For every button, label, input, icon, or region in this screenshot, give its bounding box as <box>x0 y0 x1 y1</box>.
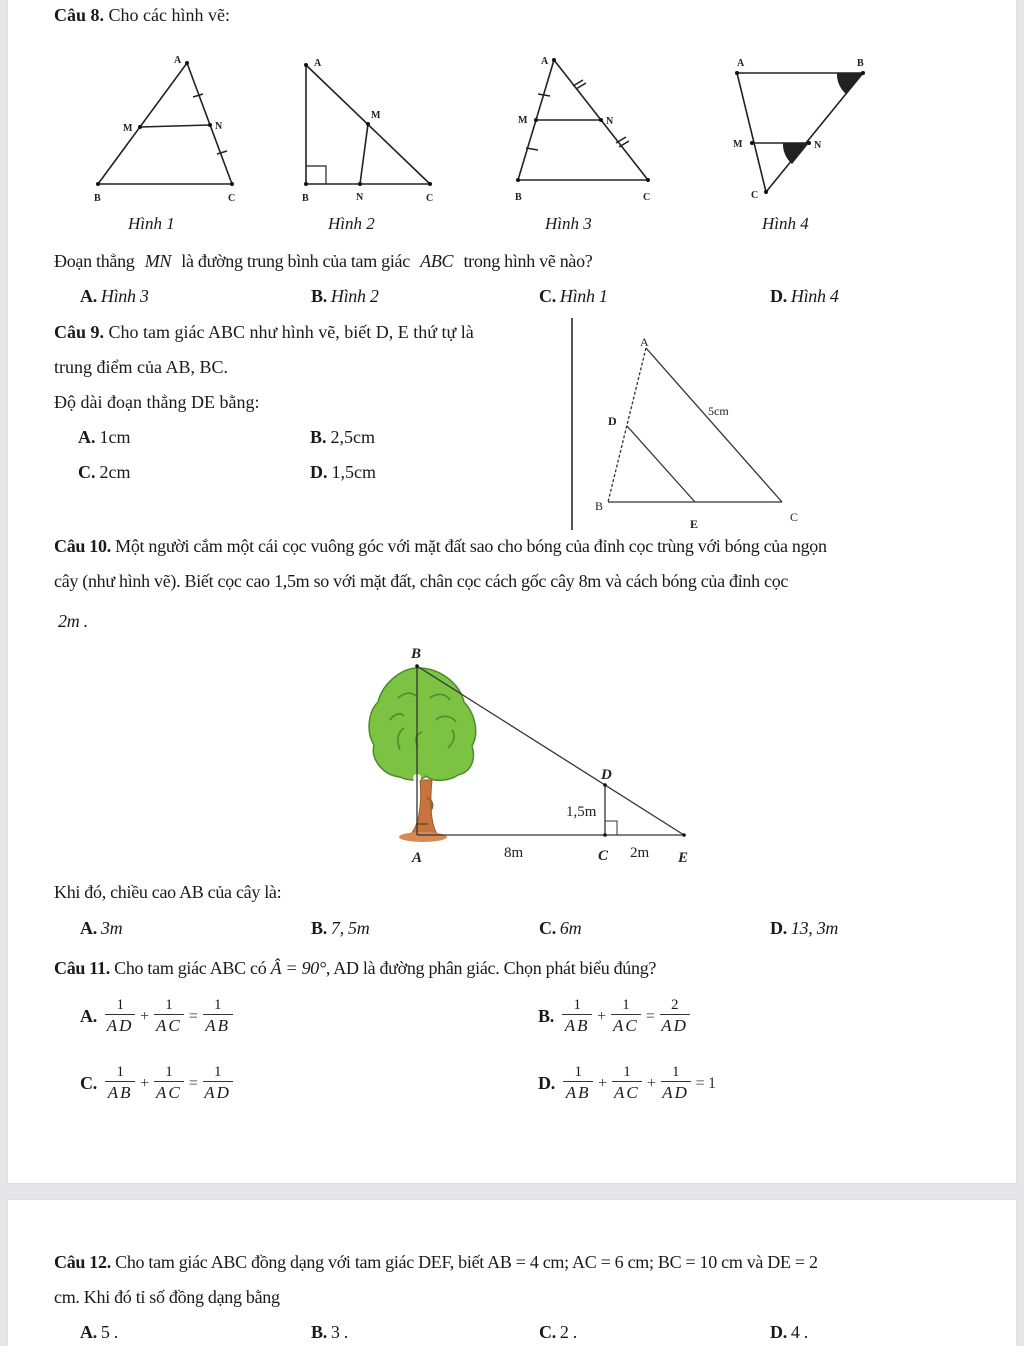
q12-text-line1: Câu 12. Cho tam giác ABC đồng dạng với tam giác DEF, biết AB = 4 cm; AC = 6 cm; BC = 10 cm và DE = 2 <box>54 1252 818 1272</box>
svg-text:B: B <box>515 192 522 202</box>
svg-text:B: B <box>302 193 309 202</box>
svg-text:A: A <box>737 58 745 69</box>
q10-text-line1: Câu 10. Một người cắm một cái cọc vuông góc với mặt đất sao cho bóng của đỉnh cọc trùng với bóng của ngọn <box>54 536 827 556</box>
q8-text: Cho các hình vẽ: <box>108 5 230 25</box>
q11-text: Câu 11. Cho tam giác ABC có Â = 90°, AD là đường phân giác. Chọn phát biểu đúng? <box>54 958 657 978</box>
q8-caption-3: Hình 3 <box>545 214 592 233</box>
svg-text:D: D <box>601 767 612 783</box>
q9-figure <box>590 330 810 535</box>
svg-text:E: E <box>690 517 699 531</box>
svg-text:5cm: 5cm <box>708 404 729 418</box>
q8-option-c[interactable]: C. Hình 1 <box>539 286 608 306</box>
q12-option-d[interactable]: D. 4 . <box>770 1322 809 1342</box>
svg-text:C: C <box>790 510 799 524</box>
q12-text-line2: cm. Khi đó tỉ số đồng dạng bằng <box>54 1287 280 1307</box>
svg-text:A: A <box>640 335 649 349</box>
svg-text:B: B <box>94 193 101 202</box>
q9-option-b[interactable]: B. 2,5cm <box>310 427 376 447</box>
q9-option-d[interactable]: D. 1,5cm <box>310 462 376 482</box>
svg-text:N: N <box>356 192 364 202</box>
q11-option-a[interactable]: A. $\frac{1}{AD}$ + $\frac{1}{AC}$ = $\frac{1}{AB}$ <box>80 996 237 1037</box>
q11-option-d[interactable]: D. $\frac{1}{AB}$ + $\frac{1}{AC}$ + $\frac{1}{AD}$ = 1 <box>538 1064 716 1102</box>
q12-option-b[interactable]: B. 3 . <box>311 1322 349 1342</box>
tree-icon <box>369 668 476 842</box>
svg-text:8m: 8m <box>504 845 524 861</box>
q10-option-c[interactable]: C. 6m <box>539 918 582 938</box>
svg-text:N: N <box>606 116 614 127</box>
q8-figure-2 <box>295 52 445 202</box>
q10-text-line3: 2m . <box>58 611 88 631</box>
svg-text:A: A <box>174 55 182 66</box>
q9-text-line1: Câu 9. Cho tam giác ABC như hình vẽ, biết D, E thứ tự là <box>54 322 474 342</box>
q12-option-c[interactable]: C. 2 . <box>539 1322 578 1342</box>
svg-text:E: E <box>678 850 689 866</box>
q10-option-a[interactable]: A. 3m <box>80 918 123 938</box>
q8-option-a[interactable]: A. Hình 3 <box>80 286 149 306</box>
q9-option-c[interactable]: C. 2cm <box>78 462 131 482</box>
svg-text:A: A <box>314 58 322 69</box>
q9-text-line2: trung điểm của AB, BC. <box>54 357 228 377</box>
q11-option-c[interactable]: C. $\frac{1}{AB}$ + $\frac{1}{AC}$ = $\frac{1}{AD}$ <box>80 1064 231 1102</box>
svg-text:C: C <box>598 848 609 864</box>
q10-text-line2: cây (như hình vẽ). Biết cọc cao 1,5m so với mặt đất, chân cọc cách gốc cây 8m và cách bóng của đỉnh cọc <box>54 571 789 591</box>
document-page-2 <box>8 1200 1016 1346</box>
svg-text:B: B <box>595 499 604 513</box>
svg-text:C: C <box>643 192 651 202</box>
q10-prompt: Khi đó, chiều cao AB của cây là: <box>54 882 282 902</box>
svg-text:C: C <box>426 193 434 202</box>
q8-caption-1: Hình 1 <box>128 214 175 233</box>
q8-figure-3 <box>510 52 670 202</box>
q8-figure-1 <box>90 52 250 202</box>
svg-text:D: D <box>608 414 617 428</box>
q11-angle: Â = 90° <box>270 958 326 978</box>
svg-text:B: B <box>411 646 422 662</box>
svg-text:B: B <box>857 58 864 69</box>
q9-text-line3: Độ dài đoạn thẳng DE bằng: <box>54 392 260 412</box>
q8-caption-2: Hình 2 <box>328 214 375 233</box>
svg-text:M: M <box>733 139 743 150</box>
svg-text:M: M <box>123 123 133 134</box>
svg-text:1,5m: 1,5m <box>566 804 597 820</box>
q8-caption-4: Hình 4 <box>762 214 809 233</box>
q10-option-b[interactable]: B. 7, 5m <box>311 918 370 938</box>
svg-text:M: M <box>371 110 381 121</box>
q11-option-b[interactable]: B. $\frac{1}{AB}$ + $\frac{1}{AC}$ = $\frac{2}{AD}$ <box>538 997 688 1035</box>
q8-label: Câu 8. <box>54 5 105 25</box>
svg-text:2m: 2m <box>630 845 650 861</box>
svg-text:A: A <box>412 850 423 866</box>
q9-column-divider <box>571 318 573 530</box>
q8-heading <box>54 5 230 26</box>
q10-figure <box>360 640 700 870</box>
svg-text:N: N <box>814 140 822 151</box>
q8-option-b[interactable]: B. Hình 2 <box>311 286 379 306</box>
svg-text:A: A <box>541 56 549 67</box>
q12-option-a[interactable]: A. 5 . <box>80 1322 119 1342</box>
q8-figure-4 <box>725 52 885 202</box>
svg-text:C: C <box>751 190 759 201</box>
svg-text:N: N <box>215 121 223 132</box>
q8-option-d[interactable]: D. Hình 4 <box>770 286 839 306</box>
q8-prompt: Đoạn thẳng MN là đường trung bình của tam giác ABC trong hình vẽ nào? <box>54 251 593 271</box>
q9-option-a[interactable]: A. 1cm <box>78 427 131 447</box>
svg-text:M: M <box>518 115 528 126</box>
q10-option-d[interactable]: D. 13, 3m <box>770 918 839 938</box>
svg-text:C: C <box>228 193 236 202</box>
